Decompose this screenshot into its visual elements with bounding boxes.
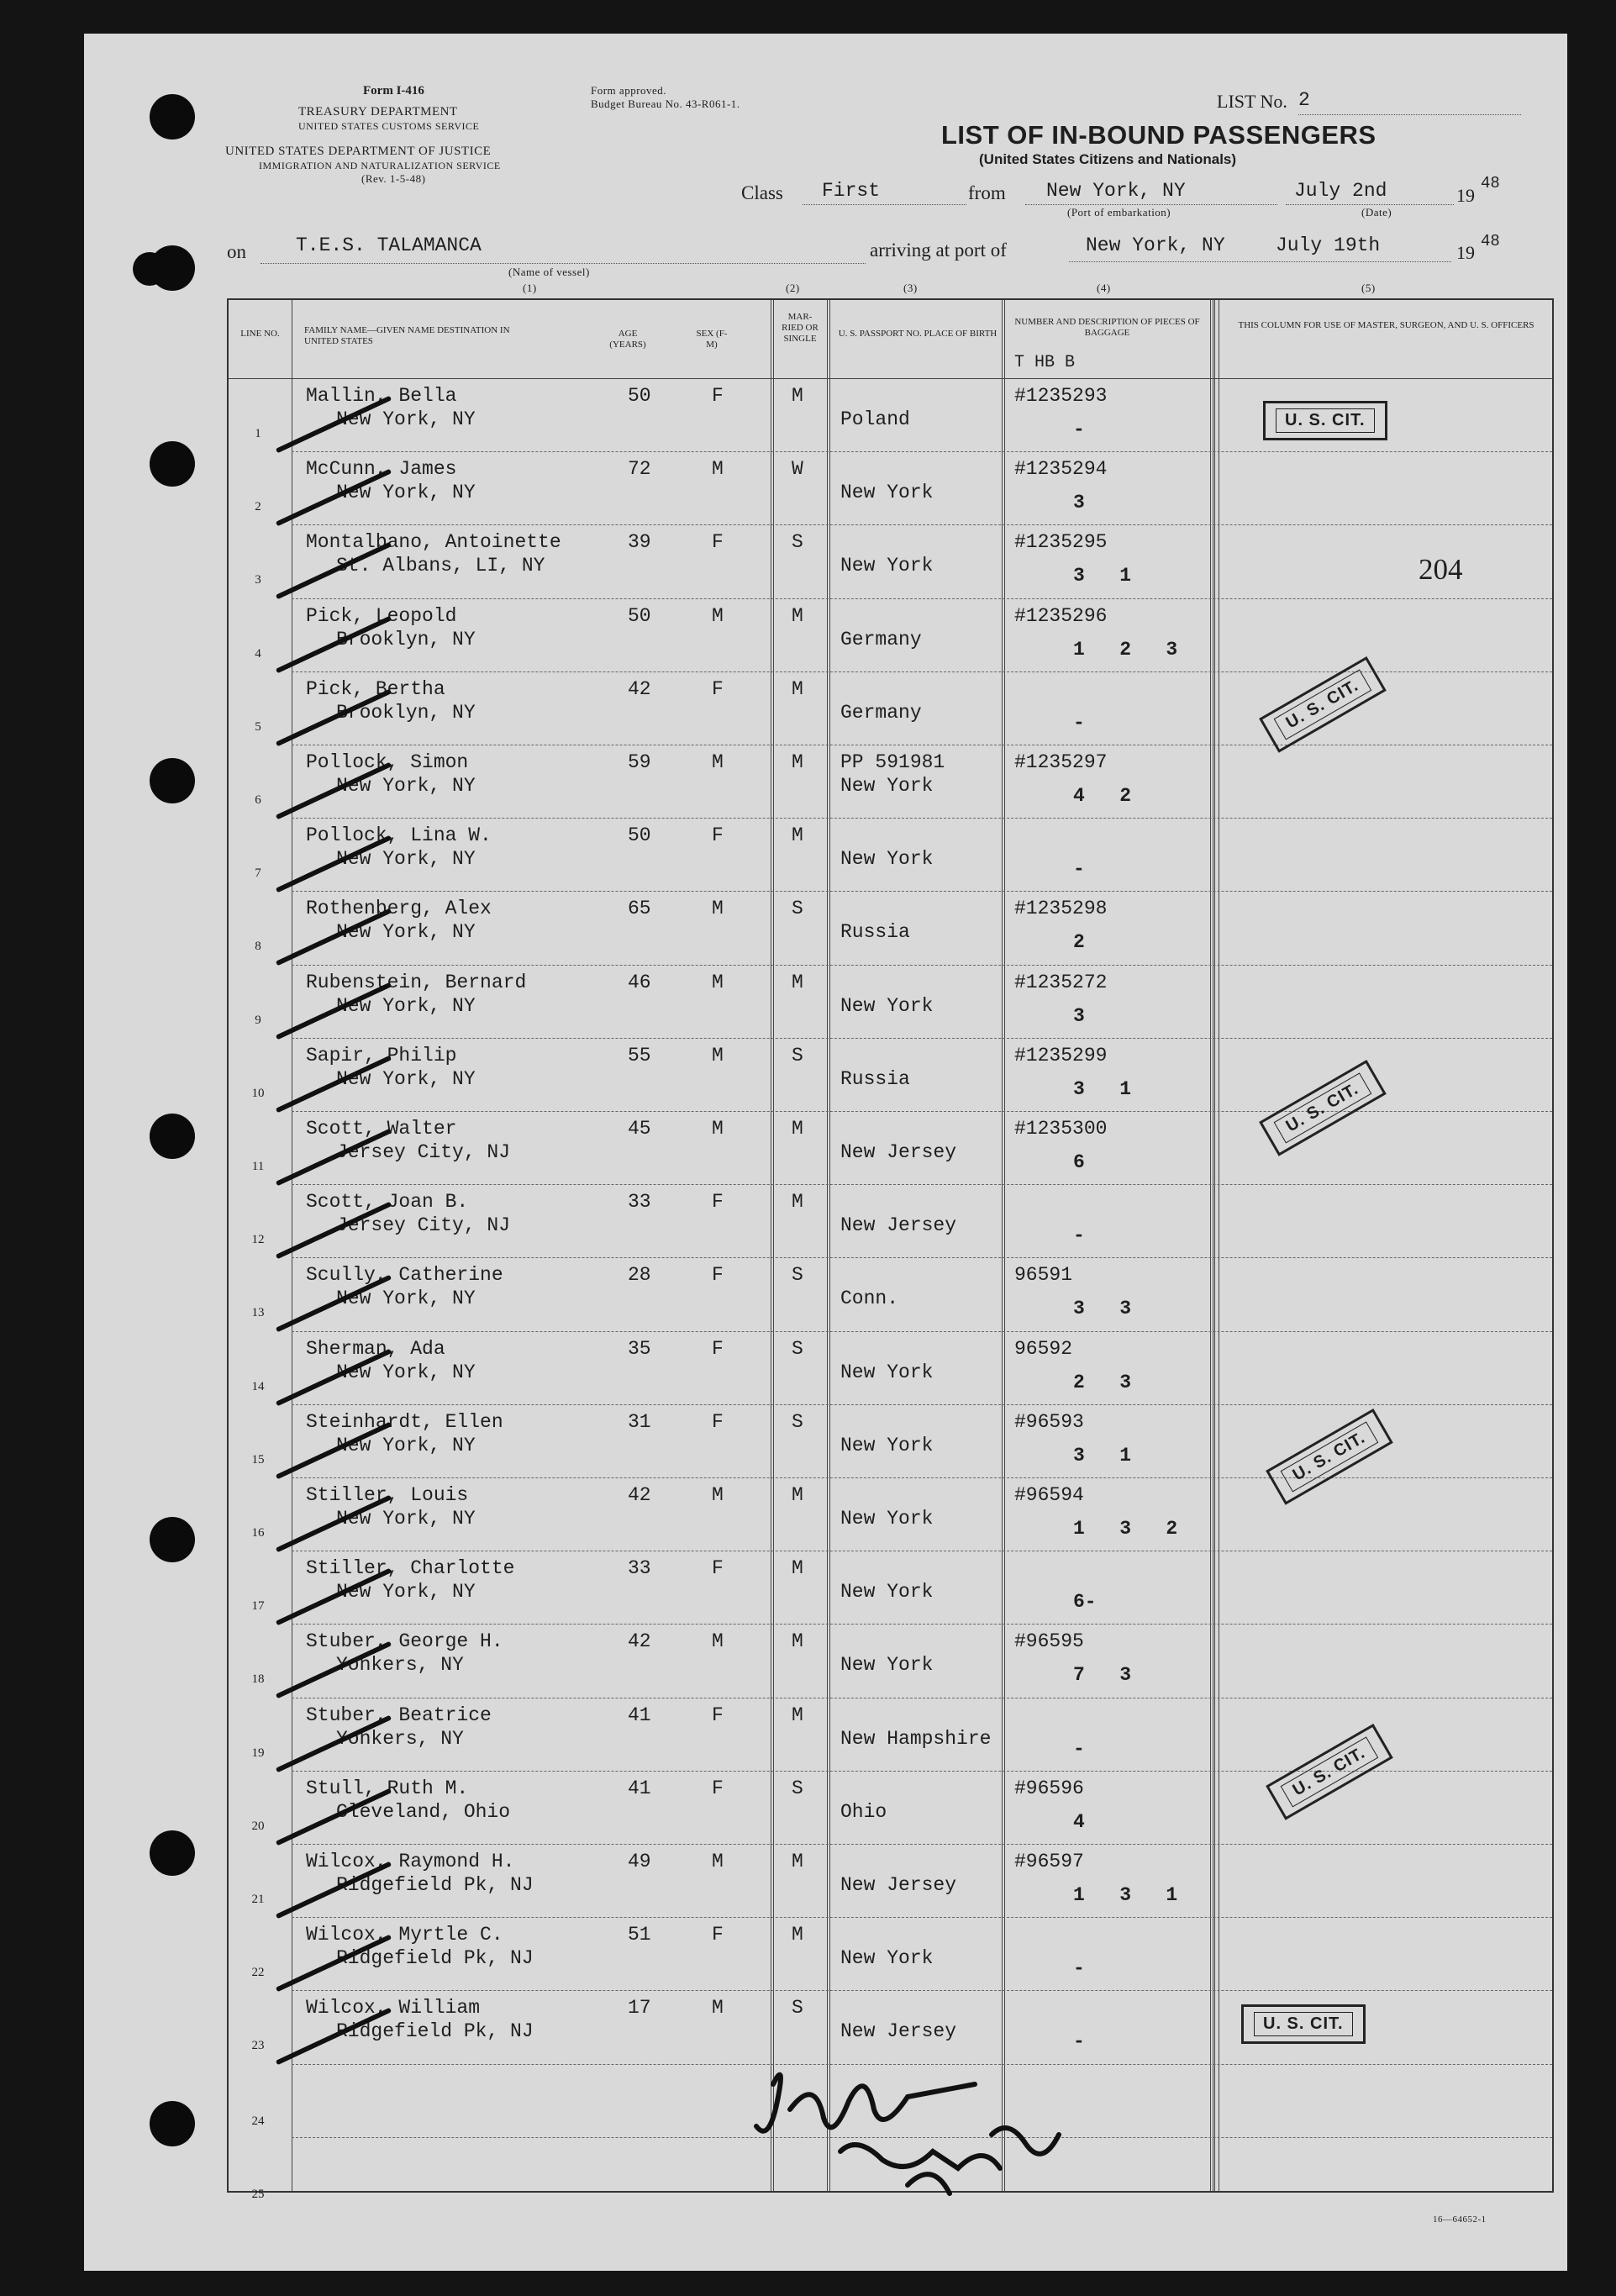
- passenger-sex: M: [712, 458, 724, 481]
- marital-status: M: [792, 824, 803, 847]
- passenger-destination: New York, NY: [336, 1434, 476, 1456]
- passenger-age: 31: [628, 1410, 651, 1433]
- table-row: [229, 524, 1552, 598]
- passenger-age: 42: [628, 1630, 651, 1653]
- passenger-destination: Brooklyn, NY: [336, 701, 476, 724]
- header-baggage-cols: T HB B: [1014, 353, 1076, 372]
- passenger-age: 35: [628, 1337, 651, 1360]
- header-married: MAR- RIED OR SINGLE: [782, 312, 819, 344]
- baggage-pieces: 3: [1073, 1004, 1085, 1027]
- baggage-pieces: 3 1: [1073, 1077, 1132, 1100]
- table-row: [229, 451, 1552, 524]
- place-of-birth: New York: [840, 555, 934, 577]
- punch-hole: [133, 252, 166, 286]
- page-title: LIST OF IN-BOUND PASSENGERS: [941, 120, 1376, 150]
- passenger-destination: St. Albans, LI, NY: [336, 555, 545, 577]
- year-suffix-2: 48: [1481, 232, 1500, 250]
- passenger-name: Stuber, George H.: [306, 1630, 503, 1653]
- table-row: [229, 1844, 1552, 1917]
- punch-hole: [150, 1830, 195, 1876]
- passenger-age: 50: [628, 385, 651, 407]
- marital-status: M: [792, 1851, 803, 1872]
- passenger-destination: Ridgefield Pk, NJ: [336, 1947, 534, 1970]
- passenger-sex: M: [712, 604, 724, 627]
- baggage-pieces: 7 3: [1073, 1664, 1132, 1687]
- marital-status: M: [792, 1557, 803, 1580]
- passenger-age: 65: [628, 898, 651, 920]
- place-of-birth: Germany: [840, 701, 922, 724]
- col-num-3: (3): [903, 282, 918, 294]
- marital-status: M: [792, 1630, 803, 1653]
- place-of-birth: New York: [840, 1581, 934, 1604]
- col-num-2: (2): [786, 282, 800, 294]
- passenger-age: 33: [628, 1557, 651, 1580]
- passenger-destination: Cleveland, Ohio: [336, 1800, 511, 1823]
- passenger-destination: Jersey City, NJ: [336, 1214, 511, 1237]
- passenger-name: Mallin, Bella: [306, 385, 457, 407]
- passenger-destination: Ridgefield Pk, NJ: [336, 2020, 534, 2043]
- baggage-number: #1235294: [1014, 458, 1108, 481]
- marital-status: M: [792, 385, 803, 407]
- marital-status: S: [792, 1044, 803, 1066]
- passenger-age: 45: [628, 1118, 651, 1140]
- vessel-caption: (Name of vessel): [508, 266, 590, 278]
- marital-status: M: [792, 1704, 803, 1726]
- passenger-destination: Brooklyn, NY: [336, 628, 476, 650]
- baggage-pieces: 3 3: [1073, 1298, 1132, 1320]
- passenger-age: 51: [628, 1924, 651, 1946]
- table-row: [229, 818, 1552, 891]
- punch-hole: [150, 94, 195, 140]
- table-row: [229, 1551, 1552, 1624]
- passenger-age: 46: [628, 971, 651, 993]
- passenger-destination: New York, NY: [336, 848, 476, 871]
- baggage-number: #96594: [1014, 1484, 1084, 1506]
- marital-status: S: [792, 1997, 803, 2020]
- line-number: 24: [251, 2114, 265, 2128]
- line-number: 22: [251, 1966, 265, 1980]
- line-number: 4: [255, 646, 261, 661]
- baggage-pieces: 6-: [1073, 1591, 1097, 1614]
- from-label: from: [968, 182, 1006, 203]
- passenger-name: Rothenberg, Alex: [306, 898, 492, 920]
- customs-service: UNITED STATES CUSTOMS SERVICE: [298, 120, 480, 132]
- passenger-name: Stull, Ruth M.: [306, 1777, 469, 1799]
- passenger-sex: M: [712, 1997, 724, 2020]
- place-of-birth: Conn.: [840, 1288, 899, 1310]
- passenger-sex: F: [712, 531, 724, 554]
- marital-status: S: [792, 1410, 803, 1433]
- list-number-label: LIST No.: [1217, 91, 1287, 112]
- passenger-sex: F: [712, 1704, 724, 1726]
- arriving-label: arriving at port of: [870, 240, 1007, 261]
- handwritten-signature: [740, 2051, 1109, 2202]
- baggage-pieces: -: [1073, 711, 1085, 734]
- form-approved: Form approved.: [591, 84, 667, 97]
- marital-status: M: [792, 1484, 803, 1506]
- table-row: [229, 1477, 1552, 1551]
- place-of-birth: New York: [840, 848, 934, 871]
- baggage-number: #96597: [1014, 1851, 1084, 1872]
- passenger-sex: M: [712, 1851, 724, 1872]
- baggage-number: 96591: [1014, 1264, 1073, 1287]
- place-of-birth: Russia: [840, 921, 910, 944]
- passenger-age: 50: [628, 604, 651, 627]
- line-number: 9: [255, 1013, 261, 1027]
- on-label: on: [227, 241, 246, 262]
- list-number: 2: [1298, 89, 1310, 111]
- marital-status: S: [792, 898, 803, 920]
- line-number: 12: [251, 1233, 265, 1247]
- header-officers: THIS COLUMN FOR USE OF MASTER, SURGEON, AND U. S. OFFICERS: [1238, 320, 1534, 330]
- date-caption: (Date): [1361, 206, 1392, 219]
- baggage-number: #1235296: [1014, 604, 1108, 627]
- baggage-number: #1235300: [1014, 1118, 1108, 1140]
- baggage-pieces: 6: [1073, 1151, 1085, 1173]
- budget-bureau: Budget Bureau No. 43-R061-1.: [591, 97, 740, 110]
- baggage-pieces: 4 2: [1073, 785, 1132, 807]
- punch-hole: [150, 2101, 195, 2146]
- marital-status: M: [792, 1924, 803, 1946]
- line-number: 23: [251, 2039, 265, 2053]
- marital-status: S: [792, 1264, 803, 1287]
- place-of-birth: New Jersey: [840, 1874, 957, 1896]
- table-row: [229, 1771, 1552, 1844]
- passenger-sex: F: [712, 1777, 724, 1799]
- punch-hole: [150, 758, 195, 803]
- header-line-no: LINE NO.: [240, 329, 280, 339]
- passenger-age: 33: [628, 1191, 651, 1214]
- passenger-sex: F: [712, 824, 724, 847]
- marital-status: S: [792, 1777, 803, 1799]
- marital-status: S: [792, 1337, 803, 1360]
- passenger-sex: M: [712, 1630, 724, 1653]
- place-of-birth: New York: [840, 482, 934, 504]
- passenger-name: Scott, Joan B.: [306, 1191, 469, 1214]
- line-number: 13: [251, 1306, 265, 1320]
- passenger-name: Pollock, Lina W.: [306, 824, 492, 847]
- place-of-birth: Ohio: [840, 1800, 887, 1823]
- passenger-sex: M: [712, 1484, 724, 1506]
- us-citizen-stamp: U. S. CIT.: [1259, 1060, 1386, 1156]
- passenger-age: 59: [628, 751, 651, 773]
- passenger-age: 28: [628, 1264, 651, 1287]
- us-citizen-stamp: U. S. CIT.: [1259, 656, 1386, 752]
- place-of-birth: New York: [840, 1654, 934, 1677]
- marital-status: M: [792, 1118, 803, 1140]
- place-of-birth: New York: [840, 1508, 934, 1530]
- baggage-number: #1235298: [1014, 898, 1108, 920]
- passenger-name: Steinhardt, Ellen: [306, 1410, 503, 1433]
- line-number: 21: [251, 1893, 265, 1906]
- place-of-birth: New York: [840, 775, 934, 797]
- line-number: 11: [251, 1160, 265, 1173]
- baggage-number: #96593: [1014, 1410, 1084, 1433]
- place-of-birth: New Hampshire: [840, 1727, 992, 1750]
- baggage-number: #96595: [1014, 1630, 1084, 1653]
- line-number: 3: [255, 573, 261, 587]
- passenger-destination: New York, NY: [336, 1508, 476, 1530]
- passenger-destination: New York, NY: [336, 1581, 476, 1604]
- margin-number: 204: [1419, 553, 1463, 586]
- place-of-birth: Germany: [840, 628, 922, 650]
- baggage-pieces: 3 1: [1073, 1444, 1132, 1467]
- class-label: Class: [741, 182, 783, 203]
- passenger-table: [227, 298, 1554, 2201]
- place-of-birth: New York: [840, 1434, 934, 1456]
- baggage-pieces: 1 3 1: [1073, 1884, 1178, 1906]
- header-name: FAMILY NAME—GIVEN NAME DESTINATION IN UNITED STATES: [304, 325, 510, 346]
- baggage-pieces: 2 3: [1073, 1371, 1132, 1393]
- treasury-dept: TREASURY DEPARTMENT: [298, 105, 458, 118]
- col-num-4: (4): [1097, 282, 1111, 294]
- place-of-birth: New York: [840, 1361, 934, 1383]
- passenger-name: Pick, Leopold: [306, 604, 457, 627]
- passenger-sex: F: [712, 385, 724, 407]
- passenger-destination: New York, NY: [336, 408, 476, 430]
- line-number: 19: [251, 1746, 265, 1760]
- passenger-sex: F: [712, 1191, 724, 1214]
- year-suffix: 48: [1481, 174, 1500, 192]
- baggage-pieces: -: [1073, 858, 1085, 881]
- baggage-pieces: 3: [1073, 492, 1085, 514]
- header-sex: SEX (F-M): [696, 329, 728, 350]
- punch-hole: [150, 1517, 195, 1562]
- punch-hole: [150, 441, 195, 487]
- baggage-number: #1235299: [1014, 1044, 1108, 1066]
- passenger-destination: New York, NY: [336, 921, 476, 944]
- passenger-name: Sapir, Philip: [306, 1044, 457, 1066]
- baggage-pieces: -: [1073, 419, 1085, 440]
- passport-number: PP 591981: [840, 751, 945, 773]
- baggage-number: #1235293: [1014, 385, 1108, 407]
- line-number: 1: [255, 427, 261, 440]
- line-number: 18: [251, 1672, 265, 1687]
- passenger-destination: Jersey City, NJ: [336, 1141, 511, 1163]
- line-number: 10: [251, 1086, 265, 1100]
- line-number: 17: [251, 1599, 265, 1614]
- table-row: [229, 891, 1552, 964]
- marital-status: M: [792, 604, 803, 627]
- passenger-age: 55: [628, 1044, 651, 1066]
- table-row: [229, 965, 1552, 1038]
- passenger-name: Scott, Walter: [306, 1118, 457, 1140]
- passenger-name: Rubenstein, Bernard: [306, 971, 527, 993]
- passenger-destination: New York, NY: [336, 1067, 476, 1090]
- passenger-age: 49: [628, 1851, 651, 1872]
- passenger-name: Sherman, Ada: [306, 1337, 445, 1360]
- passenger-age: 42: [628, 677, 651, 700]
- port-of-embarkation: New York, NY: [1046, 180, 1186, 202]
- header-age: AGE (YEARS): [609, 329, 646, 350]
- us-citizen-stamp: U. S. CIT.: [1266, 1409, 1392, 1504]
- baggage-pieces: 4: [1073, 1810, 1085, 1833]
- us-citizen-stamp: U. S. CIT.: [1266, 1724, 1392, 1819]
- table-row: [229, 745, 1552, 818]
- us-citizen-stamp: U. S. CIT.: [1263, 401, 1387, 440]
- form-revision: (Rev. 1-5-48): [361, 172, 426, 185]
- marital-status: M: [792, 677, 803, 700]
- place-of-birth: New Jersey: [840, 1214, 957, 1237]
- vessel-name: T.E.S. TALAMANCA: [296, 234, 482, 256]
- baggage-pieces: 2: [1073, 931, 1085, 954]
- year-prefix-2: 19: [1456, 242, 1475, 263]
- table-row: [229, 598, 1552, 671]
- line-number: 15: [251, 1452, 265, 1467]
- baggage-pieces: -: [1073, 2030, 1085, 2053]
- arrival-port: New York, NY: [1086, 234, 1225, 256]
- line-number: 20: [251, 1819, 265, 1833]
- line-number: 8: [255, 940, 261, 954]
- line-number: 16: [251, 1526, 265, 1540]
- table-row: [229, 1624, 1552, 1697]
- passenger-sex: F: [712, 677, 724, 700]
- table-row: [229, 1184, 1552, 1257]
- passenger-destination: New York, NY: [336, 1288, 476, 1310]
- year-prefix: 19: [1456, 185, 1475, 206]
- place-of-birth: Poland: [840, 408, 910, 430]
- passenger-name: Wilcox, William: [306, 1997, 481, 2020]
- table-row: [229, 1257, 1552, 1330]
- line-number: 5: [255, 719, 261, 734]
- passenger-destination: Ridgefield Pk, NJ: [336, 1874, 534, 1896]
- passenger-name: Stiller, Louis: [306, 1484, 469, 1506]
- passenger-age: 42: [628, 1484, 651, 1506]
- baggage-number: #96596: [1014, 1777, 1084, 1799]
- col-num-5: (5): [1361, 282, 1376, 294]
- punch-hole: [150, 1114, 195, 1159]
- passenger-name: McCunn, James: [306, 458, 457, 481]
- passenger-name: Montalbano, Antoinette: [306, 531, 561, 554]
- arrival-date: July 19th: [1276, 234, 1381, 256]
- table-row: [229, 1331, 1552, 1404]
- line-number: 2: [255, 500, 261, 514]
- page-subtitle: (United States Citizens and Nationals): [979, 151, 1237, 167]
- justice-dept: UNITED STATES DEPARTMENT OF JUSTICE: [225, 145, 492, 158]
- passenger-name: Stuber, Beatrice: [306, 1704, 492, 1726]
- passenger-destination: Yonkers, NY: [336, 1727, 464, 1750]
- passenger-sex: M: [712, 971, 724, 993]
- passenger-age: 50: [628, 824, 651, 847]
- marital-status: M: [792, 751, 803, 773]
- passenger-age: 41: [628, 1777, 651, 1799]
- passenger-sex: M: [712, 751, 724, 773]
- passenger-age: 72: [628, 458, 651, 481]
- line-number: 6: [255, 793, 261, 807]
- place-of-birth: New Jersey: [840, 1141, 957, 1163]
- line-number: 7: [255, 866, 261, 881]
- header-baggage: NUMBER AND DESCRIPTION OF PIECES OF BAGGAGE: [1014, 317, 1200, 338]
- marital-status: W: [792, 458, 803, 481]
- us-citizen-stamp: U. S. CIT.: [1241, 2004, 1366, 2044]
- passenger-destination: New York, NY: [336, 482, 476, 504]
- table-row: [229, 1111, 1552, 1184]
- table-row: [229, 1917, 1552, 1990]
- footer-code: 16—64652-1: [1433, 2214, 1487, 2225]
- passenger-name: Wilcox, Myrtle C.: [306, 1924, 503, 1946]
- place-of-birth: Russia: [840, 1067, 910, 1090]
- marital-status: M: [792, 971, 803, 993]
- baggage-pieces: 1 3 2: [1073, 1518, 1178, 1540]
- baggage-number: #1235272: [1014, 971, 1108, 993]
- line-number: 14: [251, 1379, 265, 1393]
- passenger-age: 17: [628, 1997, 651, 2020]
- baggage-number: #1235297: [1014, 751, 1108, 773]
- baggage-number: 96592: [1014, 1337, 1073, 1360]
- passenger-sex: F: [712, 1924, 724, 1946]
- header-passport: U. S. PASSPORT NO. PLACE OF BIRTH: [838, 329, 997, 339]
- baggage-pieces: -: [1073, 1737, 1085, 1760]
- passenger-name: Scully, Catherine: [306, 1264, 503, 1287]
- marital-status: M: [792, 1191, 803, 1214]
- passenger-age: 41: [628, 1704, 651, 1726]
- passenger-sex: F: [712, 1557, 724, 1580]
- passenger-destination: Yonkers, NY: [336, 1654, 464, 1677]
- port-caption: (Port of embarkation): [1067, 206, 1171, 219]
- passenger-sex: F: [712, 1337, 724, 1360]
- ins-service: IMMIGRATION AND NATURALIZATION SERVICE: [259, 160, 501, 171]
- baggage-number: #1235295: [1014, 531, 1108, 554]
- place-of-birth: New Jersey: [840, 2020, 957, 2043]
- baggage-pieces: -: [1073, 1957, 1085, 1980]
- passenger-sex: F: [712, 1410, 724, 1433]
- passenger-age: 39: [628, 531, 651, 554]
- place-of-birth: New York: [840, 994, 934, 1017]
- class-value: First: [822, 180, 881, 202]
- baggage-pieces: 3 1: [1073, 565, 1132, 587]
- passenger-sex: M: [712, 1044, 724, 1066]
- embarkation-date: July 2nd: [1294, 180, 1387, 202]
- baggage-pieces: -: [1073, 1224, 1085, 1247]
- passenger-destination: New York, NY: [336, 775, 476, 797]
- passenger-sex: F: [712, 1264, 724, 1287]
- passenger-destination: New York, NY: [336, 994, 476, 1017]
- col-num-1: (1): [523, 282, 537, 294]
- passenger-name: Pick, Bertha: [306, 677, 445, 700]
- passenger-name: Wilcox, Raymond H.: [306, 1851, 515, 1872]
- passenger-destination: New York, NY: [336, 1361, 476, 1383]
- passenger-name: Pollock, Simon: [306, 751, 469, 773]
- line-number: 25: [251, 2187, 265, 2201]
- passenger-sex: M: [712, 898, 724, 920]
- form-number: Form I-416: [363, 84, 424, 97]
- baggage-pieces: 1 2 3: [1073, 638, 1178, 661]
- marital-status: S: [792, 531, 803, 554]
- place-of-birth: New York: [840, 1947, 934, 1970]
- passenger-name: Stiller, Charlotte: [306, 1557, 515, 1580]
- passenger-sex: M: [712, 1118, 724, 1140]
